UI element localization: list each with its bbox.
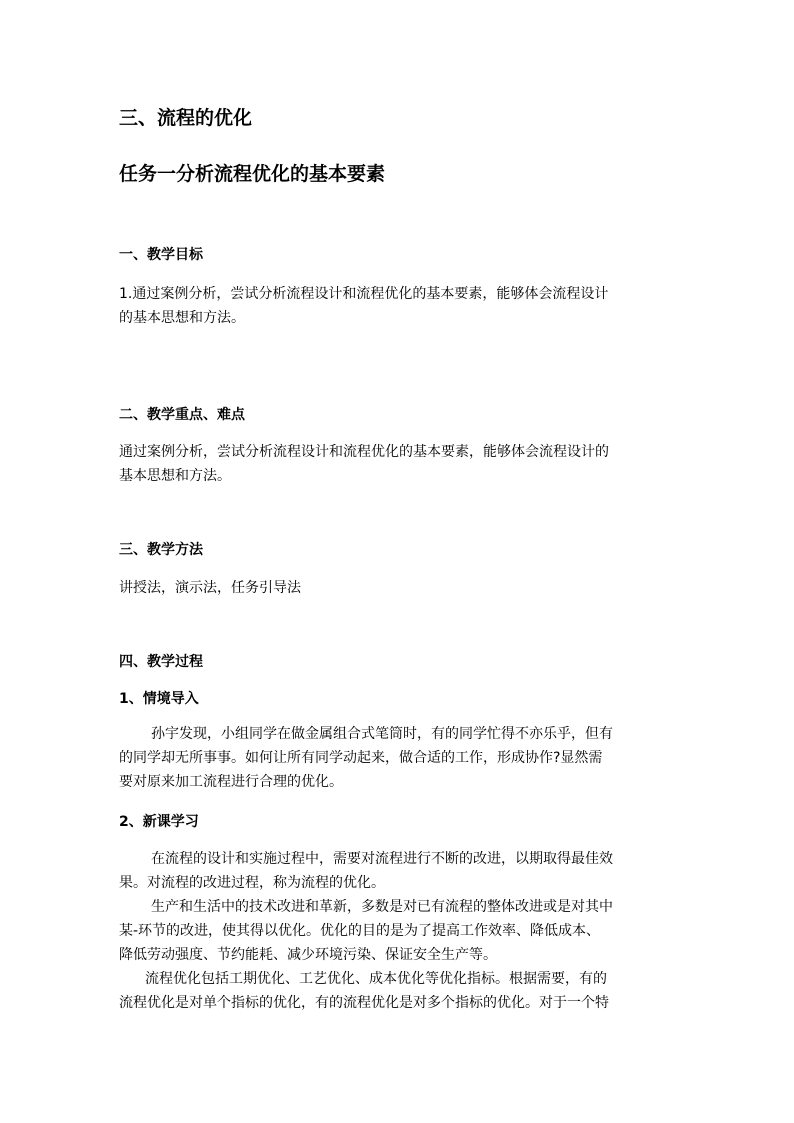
new-lesson-paragraph-1 xyxy=(119,847,679,895)
objectives-paragraph xyxy=(119,282,679,330)
text-line: 1.通过案例分析，尝试分析流程设计和流程优化的基本要素，能够体会流程设计 xyxy=(119,286,609,302)
text-line: 的基本思想和方法。 xyxy=(119,310,245,326)
intro-paragraph xyxy=(119,722,679,794)
section-heading-process: 四、教学过程 xyxy=(119,654,203,670)
text-line: 在流程的设计和实施过程中，需要对流程进行不断的改进，以期取得最佳效 xyxy=(151,851,613,867)
text-line: 讲授法，演示法，任务引导法 xyxy=(119,580,301,596)
new-lesson-paragraph-3 xyxy=(119,967,679,1015)
text-line: 降低劳动强度、节约能耗、减少环境污染、保证安全生产等。 xyxy=(119,947,497,963)
document-title: 三、流程的优化 xyxy=(119,107,253,129)
subsection-heading-intro: 1、情境导入 xyxy=(119,691,199,707)
text-line: 流程优化是对单个指标的优化，有的流程优化是对多个指标的优化。对于一个特 xyxy=(119,995,609,1011)
section-heading-objectives: 一、教学目标 xyxy=(119,247,203,263)
section-heading-methods: 三、教学方法 xyxy=(119,542,203,558)
document-subtitle: 任务一分析流程优化的基本要素 xyxy=(119,163,386,185)
text-line: 孙宇发现，小组同学在做金属组合式笔筒时，有的同学忙得不亦乐乎，但有 xyxy=(151,726,613,742)
text-line: 某-环节的改进，使其得以优化。优化的目的是为了提高工作效率、降低成本、 xyxy=(119,923,601,939)
text-line: 生产和生活中的技术改进和革新，多数是对已有流程的整体改进或是对其中 xyxy=(151,899,613,915)
text-line: 流程优化包括工期优化、工艺优化、成本优化等优化指标。根据需要，有的 xyxy=(145,971,607,987)
text-line: 基本思想和方法。 xyxy=(119,468,231,484)
section-heading-key-points: 二、教学重点、难点 xyxy=(119,407,245,423)
methods-paragraph xyxy=(119,576,679,600)
text-line: 的同学却无所事事。如何让所有同学动起来，做合适的工作，形成协作?显然需 xyxy=(119,750,603,766)
new-lesson-paragraph-2 xyxy=(119,895,679,967)
text-line: 通过案例分析，尝试分析流程设计和流程优化的基本要素，能够体会流程设计的 xyxy=(119,444,609,460)
key-points-paragraph xyxy=(119,440,679,488)
text-line: 要对原来加工流程进行合理的优化。 xyxy=(119,774,343,790)
text-line: 果。对流程的改进过程，称为流程的优化。 xyxy=(119,875,385,891)
subsection-heading-new-lesson: 2、新课学习 xyxy=(119,814,199,830)
